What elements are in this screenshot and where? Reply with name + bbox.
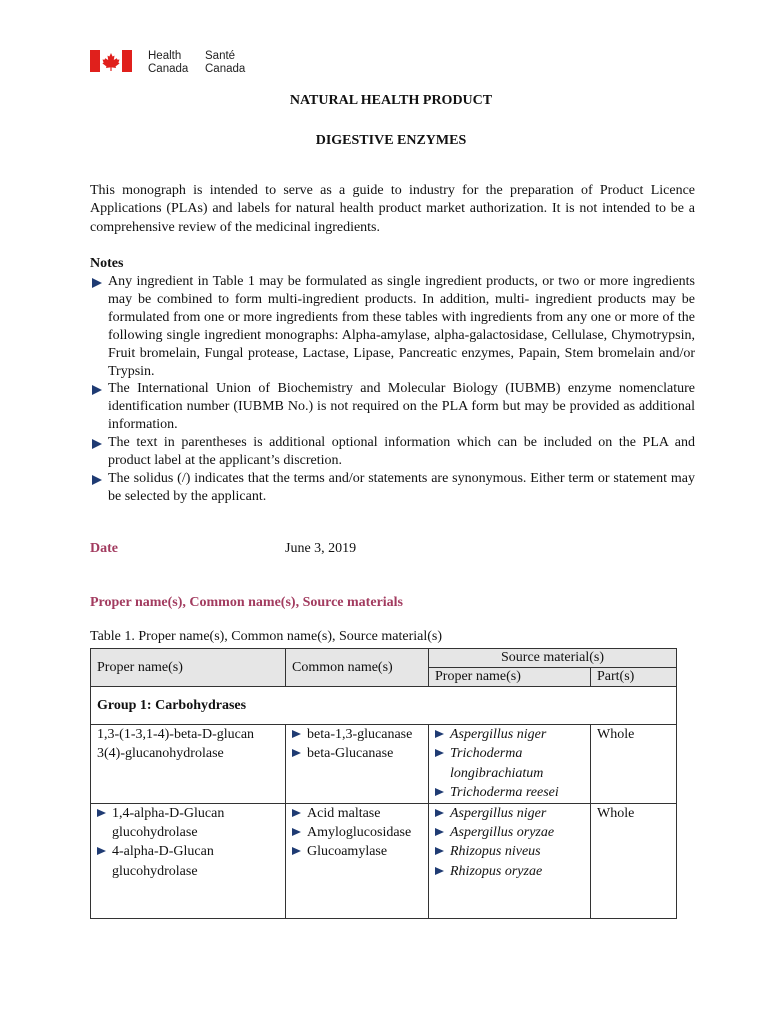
bullet-arrow-icon [292, 847, 301, 855]
header-source-part: Part(s) [591, 668, 677, 687]
bullet-arrow-icon [292, 828, 301, 836]
group-carbohydrases: Group 1: Carbohydrases [91, 687, 677, 725]
intro-paragraph: This monograph is intended to serve as a guide to industry for the preparation of Product Licence Applications (PLAs) and labels for natural health product market authorization. It is not intended to be a comprehensive review of the medicinal ingredients. [90, 183, 695, 235]
list-item: beta-Glucanase [292, 744, 422, 763]
row1-source-names [429, 725, 591, 804]
header-proper-name: Proper name(s) [91, 649, 286, 687]
bullet-arrow-icon [435, 847, 444, 855]
notes-list [90, 273, 695, 506]
list-item: 1,4-alpha-D-Glucan glucohydrolase [97, 804, 279, 843]
bullet-arrow-icon [435, 828, 444, 836]
bullet-arrow-icon [435, 749, 444, 757]
row1-part: Whole [591, 725, 677, 804]
list-item: Rhizopus oryzae [435, 862, 584, 881]
list-item: Glucoamylase [292, 842, 422, 861]
row1-proper-name: 1,3-(1-3,1-4)-beta-D-glucan 3(4)-glucanohydrolase [91, 725, 286, 804]
header-source-material: Source material(s) [429, 649, 677, 668]
bullet-arrow-icon [292, 749, 301, 757]
bullet-arrow-icon [435, 809, 444, 817]
list-item: Aspergillus niger [435, 804, 584, 823]
row2-common-names [286, 803, 429, 918]
list-item: Trichoderma reesei [435, 783, 584, 802]
table-group-row [91, 687, 677, 725]
dept-name-english: Health Canada [148, 50, 189, 75]
bullet-arrow-icon [435, 730, 444, 738]
list-item: Acid maltase [292, 804, 422, 823]
list-item: Aspergillus niger [435, 725, 584, 744]
bullet-arrow-icon [435, 788, 444, 796]
notes-heading: Notes [90, 256, 124, 271]
monograph-title: DIGESTIVE ENZYMES [315, 133, 467, 148]
header-common-name: Common name(s) [286, 649, 429, 687]
bullet-arrow-icon [92, 385, 102, 395]
dept-name-french: Santé Canada [205, 50, 246, 75]
ingredients-table [90, 648, 677, 919]
bullet-arrow-icon [92, 278, 102, 288]
row2-part: Whole [591, 803, 677, 918]
list-item: Rhizopus niveus [435, 842, 584, 861]
note-item: The International Union of Biochemistry and Molecular Biology (IUBMB) enzyme nomenclature identification number (IUBMB No.) is not required on the PLA form but may be provided as additional information. [90, 380, 695, 434]
section-heading: Proper name(s), Common name(s), Source materials [90, 595, 404, 610]
note-item: Any ingredient in Table 1 may be formulated as single ingredient products, or two or more ingredients may be combined to form multi-ingredient products. In addition, multi- ingredient products may be formulated from one or more ingredients from these tables with ingredients from any one or more of the following single ingredient monographs: Alpha-amylase, alpha-galactosidase, Cellulase, Chymotrypsin, Fruit bromelain, Fungal protease, Lactase, Lipase, Pancreatic enzymes, Papain, Stem bromelain and/or Trypsin. [90, 273, 695, 380]
row1-common-names [286, 725, 429, 804]
bullet-arrow-icon [92, 439, 102, 449]
bullet-arrow-icon [435, 867, 444, 875]
canada-flag-icon [90, 50, 132, 72]
note-item: The solidus (/) indicates that the terms and/or statements are synonymous. Either term or statement may be selected by the applicant. [90, 470, 695, 506]
list-item: beta-1,3-glucanase [292, 725, 422, 744]
date-value: June 3, 2019 [285, 541, 357, 556]
bullet-arrow-icon [97, 809, 106, 817]
header-source-proper-name: Proper name(s) [429, 668, 591, 687]
bullet-arrow-icon [292, 809, 301, 817]
table-caption: Table 1. Proper name(s), Common name(s), Source material(s) [90, 629, 443, 644]
row2-proper-names [91, 803, 286, 918]
list-item: Trichoderma longibrachiatum [435, 744, 584, 783]
bullet-arrow-icon [97, 847, 106, 855]
row2-source-names [429, 803, 591, 918]
bullet-arrow-icon [292, 730, 301, 738]
table-row [91, 725, 677, 804]
bullet-arrow-icon [92, 475, 102, 485]
list-item: Aspergillus oryzae [435, 823, 584, 842]
list-item: Amyloglucosidase [292, 823, 422, 842]
note-item: The text in parentheses is additional optional information which can be included on the PLA and product label at the applicant’s discretion. [90, 434, 695, 470]
table-row [91, 803, 677, 918]
list-item: 4-alpha-D-Glucan glucohydrolase [97, 842, 279, 881]
date-label: Date [90, 541, 118, 556]
table-header-row [91, 649, 677, 668]
document-title: NATURAL HEALTH PRODUCT [289, 93, 493, 108]
